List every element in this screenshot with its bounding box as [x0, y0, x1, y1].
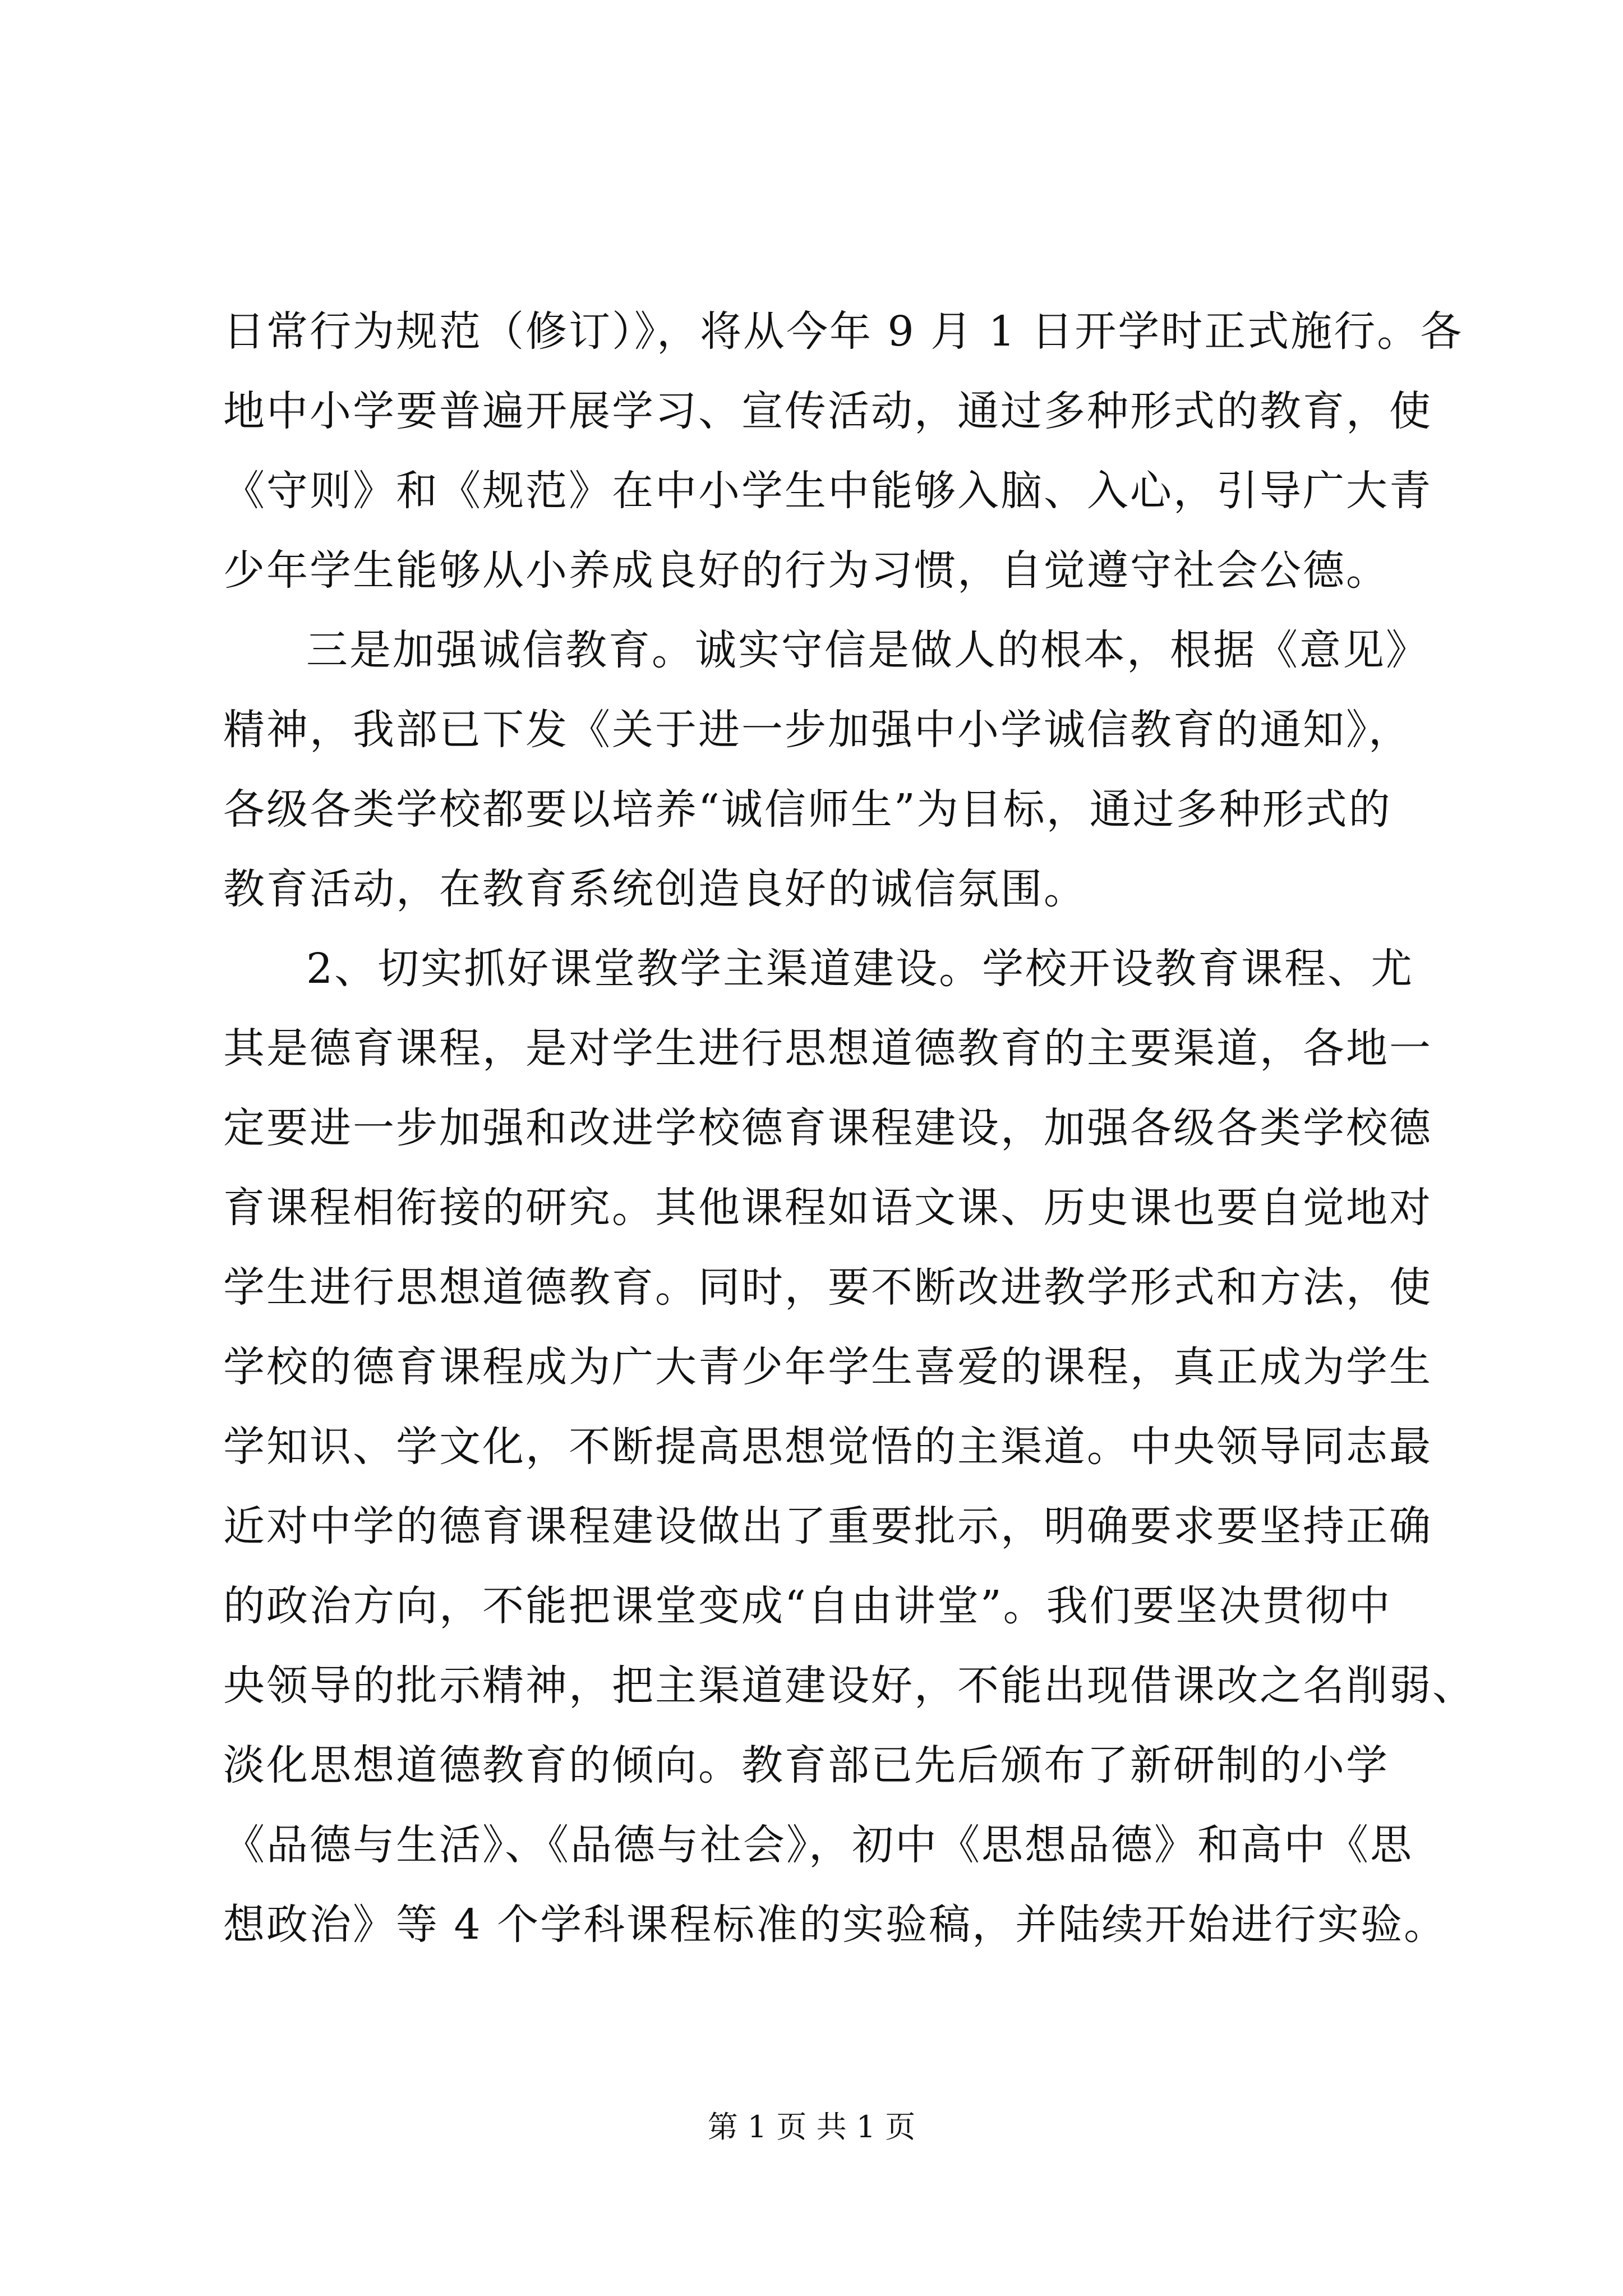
document-body	[223, 292, 1476, 1964]
text-line: 育课程相衔接的研究。其他课程如语文课、历史课也要自觉地对	[223, 1184, 1432, 1232]
paragraph-start-line: 三是加强诚信教育。诚实守信是做人的根本，根据《意见》	[306, 626, 1429, 674]
text-line: 精神，我部已下发《关于进一步加强中小学诚信教育的通知》，	[223, 706, 1412, 754]
text-line: 的政治方向，不能把课堂变成“自由讲堂”。我们要坚决贯彻中	[223, 1582, 1392, 1630]
text-line: 各级各类学校都要以培养“诚信师生”为目标，通过多种形式的	[223, 785, 1392, 834]
text-line: 《品德与生活》、《品德与社会》，初中《思想品德》和高中《思	[223, 1821, 1413, 1869]
text-line: 淡化思想道德教育的倾向。教育部已先后颁布了新研制的小学	[223, 1741, 1389, 1789]
text-line: 央领导的批示精神，把主渠道建设好，不能出现借课改之名削弱、	[223, 1662, 1476, 1710]
page-footer	[0, 2105, 1623, 2150]
text-line: 学校的德育课程成为广大青少年学生喜爱的课程，真正成为学生	[223, 1343, 1432, 1391]
paragraph-start-line: 2、切实抓好课堂教学主渠道建设。学校开设教育课程、尤	[306, 945, 1414, 993]
text-line: 其是德育课程，是对学生进行思想道德教育的主要渠道，各地一	[223, 1024, 1432, 1073]
text-line: 学生进行思想道德教育。同时，要不断改进教学形式和方法，使	[223, 1263, 1432, 1312]
page-number-label: 第 1 页 共 1 页	[707, 2109, 916, 2145]
text-line: 近对中学的德育课程建设做出了重要批示，明确要求要坚持正确	[223, 1502, 1432, 1550]
text-line: 教育活动，在教育系统创造良好的诚信氛围。	[223, 865, 1087, 913]
text-line: 《守则》和《规范》在中小学生中能够入脑、入心，引导广大青	[223, 467, 1432, 515]
text-line: 少年学生能够从小养成良好的行为习惯，自觉遵守社会公德。	[223, 546, 1389, 595]
text-line: 日常行为规范（修订）》，将从今年 9 月 1 日开学时正式施行。各	[223, 307, 1464, 356]
text-line: 定要进一步加强和改进学校德育课程建设，加强各级各类学校德	[223, 1104, 1432, 1152]
text-line: 地中小学要普遍开展学习、宣传活动，通过多种形式的教育，使	[223, 387, 1432, 435]
text-line: 学知识、学文化，不断提高思想觉悟的主渠道。中央领导同志最	[223, 1423, 1432, 1471]
text-line: 想政治》等 4 个学科课程标准的实验稿，并陆续开始进行实验。	[223, 1901, 1447, 1949]
